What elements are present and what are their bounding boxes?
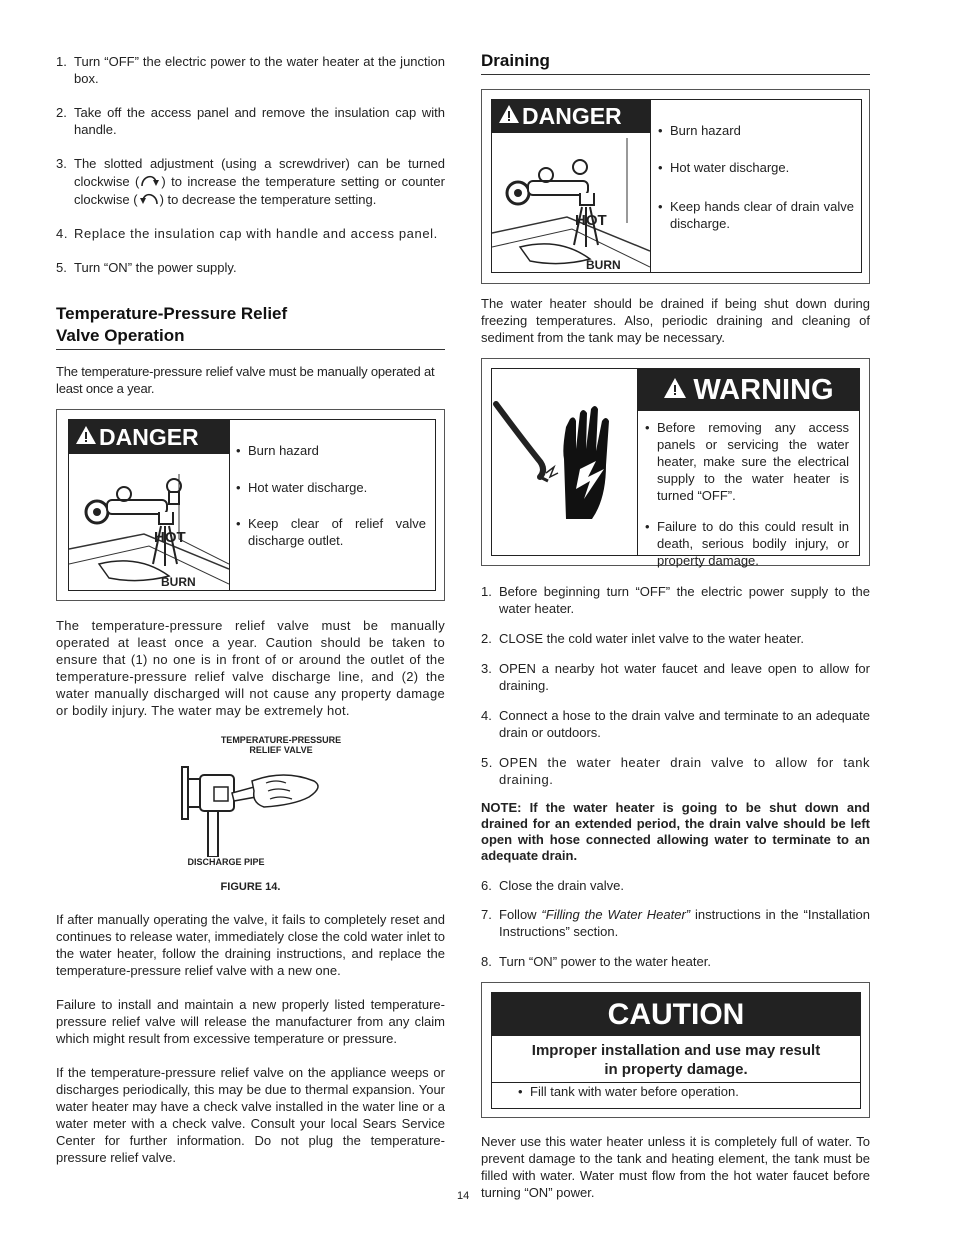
caution-box — [481, 982, 870, 1118]
left-column — [56, 50, 445, 1166]
danger-header: DANGER — [492, 100, 650, 133]
drain-steps-cont — [481, 877, 870, 970]
warning-triangle-icon — [663, 374, 687, 407]
tp-intro: The temperature-pressure relief valve must be manually operated at least once a year. — [56, 364, 435, 396]
list-item: • Burn hazard — [658, 122, 854, 139]
list-item: 3. The slotted adjustment (using a screwdriver) can be turned clockwise ( ) to increase the temperature setting or counter clockwise ( ) to decrease the temperature setting. — [56, 156, 445, 207]
faucet-hot-illustration — [492, 133, 650, 272]
danger-box-drain — [481, 89, 870, 284]
drain-steps — [481, 583, 870, 788]
faucet-hot-illustration — [69, 454, 229, 590]
list-item: 5. Turn “ON” the power supply. — [56, 260, 237, 275]
figure-14: TEMPERATURE-PRESSURE RELIEF VALVE DISCHARGE PIPE — [56, 735, 445, 877]
drain-note: NOTE: If the water heater is going to be shut down and drained for an extended period, the drain valve should be left open with hose connected allowing water to terminate to an adequate drain. — [481, 800, 870, 863]
hot-label: HOT — [154, 529, 186, 546]
danger-bullets — [658, 122, 854, 232]
para-caution: The temperature-pressure relief valve must be manually operated at least once a year. Caution should be taken to ensure that (1) no one is in front of or around the outlet of the temperature-pressure relief valve discharge line, and (2) the water manually discharged will not cause any property damage or bodily injury. The water may be extremely hot. — [56, 618, 445, 718]
list-item: 1. Turn “OFF” the electric power to the water heater at the junction box. — [56, 54, 445, 86]
counterclockwise-arrow-icon — [138, 190, 160, 204]
list-item: • Burn hazard — [236, 442, 426, 459]
list-item: • Before removing any access panels or servicing the water heater, make sure the electrical supply to the water heater is turned “OFF”. — [645, 419, 849, 504]
burn-label: BURN — [161, 575, 196, 589]
list-item: 8. Turn “ON” power to the water heater. — [481, 954, 711, 969]
warning-header: WARNING — [638, 369, 859, 411]
electric-shock-illustration — [492, 369, 638, 555]
list-item: 4. Replace the insulation cap with handle and access panel. — [56, 226, 438, 241]
danger-box-relief — [56, 409, 445, 601]
warning-bullets — [645, 419, 849, 569]
burn-label: BURN — [586, 258, 621, 272]
list-item: 7. Follow “Filling the Water Heater” instructions in the “Installation Instructions” section. — [481, 907, 870, 939]
para-drain: The water heater should be drained if being shut down during freezing temperatures. Also, periodic draining and cleaning of sediment from the tank may be necessary. — [481, 296, 870, 345]
danger-bullets — [236, 442, 426, 549]
list-item: • Failure to do this could result in death, serious bodily injury, or property damage. — [645, 518, 849, 569]
tp-heading: Temperature-Pressure Relief Valve Operation — [56, 303, 445, 350]
para-weeps: If the temperature-pressure relief valve on the appliance weeps or discharges periodically, this may be due to thermal expansion. Your water heater may have a check valve installed in the water line or a water meter with a check valve. Consult your local Sears Service Center for further information. Do not plug the temperature-pressure relief valve. — [56, 1065, 445, 1165]
list-item: • Hot water discharge. — [658, 159, 854, 176]
list-item: • Keep clear of relief valve discharge outlet. — [236, 515, 426, 549]
para-failure: Failure to install and maintain a new properly listed temperature-pressure relief valve will release the manufacturer from any claim which might result from excessive temperature or pressure. — [56, 997, 445, 1046]
list-item: • Hot water discharge. — [236, 479, 426, 496]
page-number: 14 — [457, 1190, 470, 1202]
list-item: 2. Take off the access panel and remove the insulation cap with handle. — [56, 105, 445, 137]
list-item: 5. OPEN the water heater drain valve to allow for tank draining. — [481, 755, 870, 787]
list-item: • Fill tank with water before operation. — [518, 1083, 860, 1100]
hot-label: HOT — [575, 212, 607, 229]
caution-header: CAUTION — [492, 993, 860, 1036]
caution-bullets — [492, 1083, 860, 1100]
list-item: 4. Connect a hose to the drain valve and terminate to an adequate drain or outdoors. — [481, 708, 870, 740]
warning-box — [481, 358, 870, 566]
list-item: 6. Close the drain valve. — [481, 878, 625, 893]
list-item: • Keep hands clear of drain valve discharge. — [658, 198, 854, 232]
figure-caption: FIGURE 14. — [220, 881, 281, 893]
para-never: Never use this water heater unless it is completely full of water. To prevent damage to the tank and heating element, the tank must be filled with water. Water must flow from the hot water faucet before turning “ON” power. — [481, 1134, 870, 1200]
list-item: 3. OPEN a nearby hot water faucet and leave open to allow for draining. — [481, 661, 870, 693]
right-column — [481, 50, 870, 1201]
clockwise-arrow-icon — [139, 172, 161, 186]
para-reset: If after manually operating the valve, it fails to completely reset and continues to release water, immediately close the cold water inlet to the water heater, follow the draining instructions, and replace the temperature-pressure relief valve with a new one. — [56, 912, 445, 978]
adjust-steps — [56, 53, 445, 276]
warning-triangle-icon — [75, 424, 97, 451]
warning-triangle-icon — [498, 103, 520, 130]
caution-message: Improper installation and use may result in property damage. — [492, 1036, 860, 1083]
list-item: 2. CLOSE the cold water inlet valve to the water heater. — [481, 631, 804, 646]
list-item: 1. Before beginning turn “OFF” the electric power supply to the water heater. — [481, 584, 870, 616]
draining-heading: Draining — [481, 50, 870, 75]
relief-valve-illustration — [174, 757, 344, 857]
danger-header: DANGER — [69, 420, 229, 454]
